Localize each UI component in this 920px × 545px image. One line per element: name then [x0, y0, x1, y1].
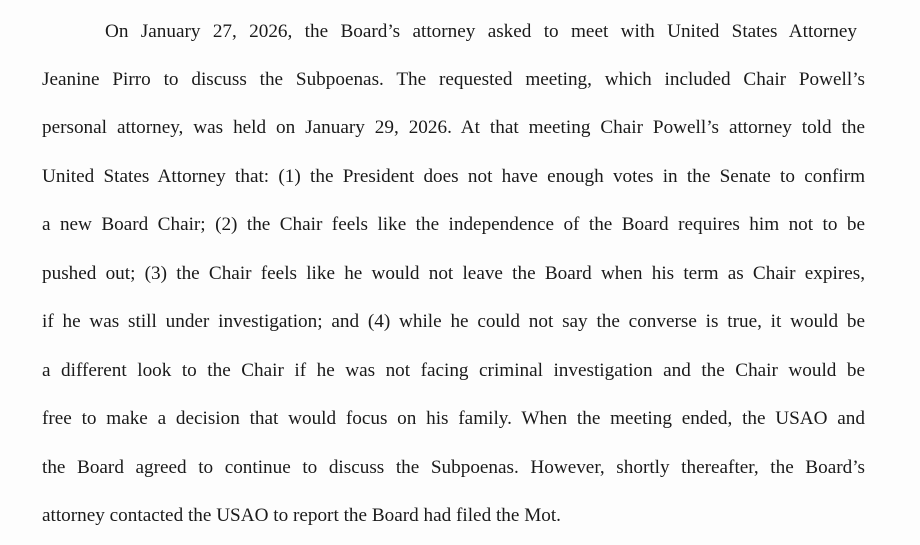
- paragraph-line-7: if he was still under investigation; and (4) while he could not say the converse is true, it would be: [42, 311, 865, 332]
- paragraph-line-6: pushed out; (3) the Chair feels like he would not leave the Board when his term as Chair expires,: [42, 263, 865, 284]
- paragraph-line-3: personal attorney, was held on January 29, 2026. At that meeting Chair Powell’s attorney told the: [42, 117, 865, 138]
- paragraph-line-11: attorney contacted the USAO to report the Board had filed the Mot.: [42, 505, 561, 526]
- paragraph-line-1: On January 27, 2026, the Board’s attorney asked to meet with United States Attorney: [105, 21, 857, 42]
- paragraph-line-10: the Board agreed to continue to discuss the Subpoenas. However, shortly thereafter, the Board’s: [42, 457, 865, 478]
- paragraph-line-2: Jeanine Pirro to discuss the Subpoenas. The requested meeting, which included Chair Powell’s: [42, 69, 865, 90]
- paragraph-line-4: United States Attorney that: (1) the President does not have enough votes in the Senate to confirm: [42, 166, 865, 187]
- paragraph-line-8: a different look to the Chair if he was not facing criminal investigation and the Chair would be: [42, 360, 865, 381]
- paragraph-line-5: a new Board Chair; (2) the Chair feels like the independence of the Board requires him not to be: [42, 214, 865, 235]
- paragraph-line-9: free to make a decision that would focus on his family. When the meeting ended, the USAO and: [42, 408, 865, 429]
